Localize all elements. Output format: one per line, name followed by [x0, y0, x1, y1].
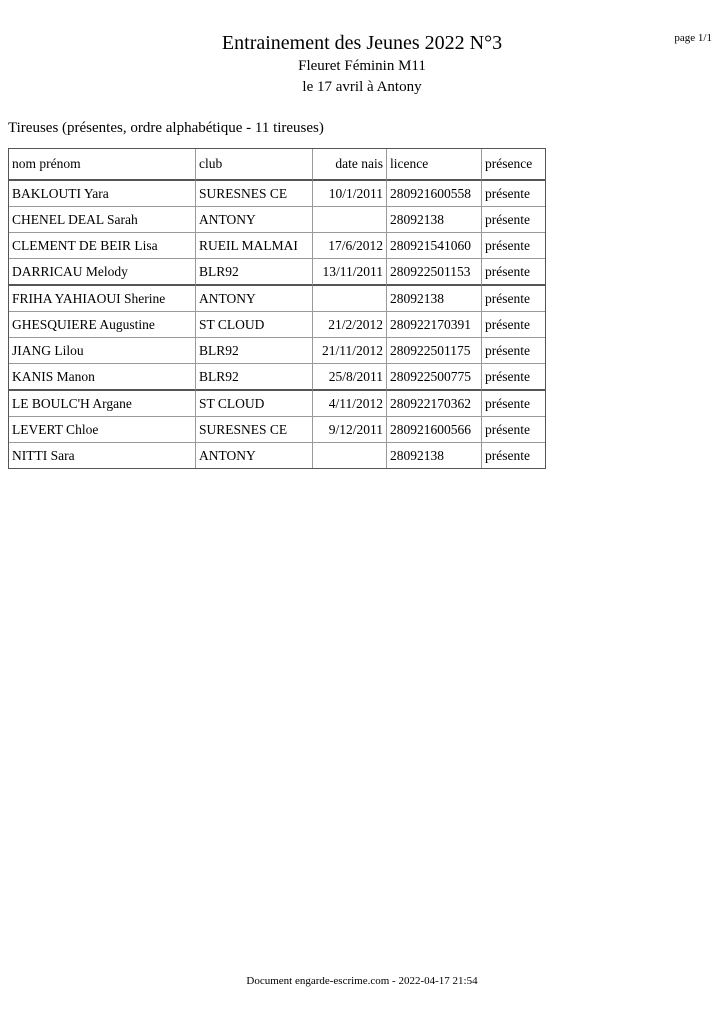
cell-presence: présente — [482, 391, 545, 417]
cell-birthdate — [313, 286, 387, 312]
cell-name: LEVERT Chloe — [9, 417, 196, 443]
column-header-birthdate: date nais — [313, 149, 387, 181]
column-header-name: nom prénom — [9, 149, 196, 181]
cell-presence: présente — [482, 286, 545, 312]
column-header-club: club — [196, 149, 313, 181]
cell-name: LE BOULC'H Argane — [9, 391, 196, 417]
cell-name: BAKLOUTI Yara — [9, 181, 196, 207]
cell-club: ST CLOUD — [196, 391, 313, 417]
table-row — [9, 338, 545, 364]
cell-presence: présente — [482, 312, 545, 338]
cell-licence: 280921600558 — [387, 181, 482, 207]
cell-presence: présente — [482, 181, 545, 207]
document-footer: Document engarde-escrime.com - 2022-04-17 21:54 — [246, 975, 478, 987]
cell-club: ST CLOUD — [196, 312, 313, 338]
cell-licence: 28092138 — [387, 443, 482, 468]
document-header — [0, 30, 724, 98]
cell-licence: 280922500775 — [387, 364, 482, 391]
cell-name: NITTI Sara — [9, 443, 196, 468]
document-title: Entrainement des Jeunes 2022 N°3 — [221, 32, 503, 54]
column-header-presence: présence — [482, 149, 545, 181]
cell-club: SURESNES CE — [196, 181, 313, 207]
table-header-row — [9, 149, 545, 181]
cell-licence: 280921541060 — [387, 233, 482, 259]
cell-birthdate — [313, 443, 387, 468]
cell-licence: 280921600566 — [387, 417, 482, 443]
section-title: Tireuses (présentes, ordre alphabétique - 11 tireuses) — [8, 120, 324, 136]
cell-club: BLR92 — [196, 364, 313, 391]
cell-licence: 280922501153 — [387, 259, 482, 286]
cell-club: ANTONY — [196, 443, 313, 468]
page-number: page 1/1 — [674, 32, 712, 44]
cell-club: RUEIL MALMAI — [196, 233, 313, 259]
cell-name: GHESQUIERE Augustine — [9, 312, 196, 338]
table-row — [9, 259, 545, 286]
cell-club: ANTONY — [196, 286, 313, 312]
cell-presence: présente — [482, 364, 545, 391]
cell-presence: présente — [482, 207, 545, 233]
column-header-licence: licence — [387, 149, 482, 181]
cell-licence: 28092138 — [387, 207, 482, 233]
table-row — [9, 391, 545, 417]
table-row — [9, 312, 545, 338]
cell-club: SURESNES CE — [196, 417, 313, 443]
cell-birthdate: 25/8/2011 — [313, 364, 387, 391]
cell-name: FRIHA YAHIAOUI Sherine — [9, 286, 196, 312]
cell-birthdate: 9/12/2011 — [313, 417, 387, 443]
cell-presence: présente — [482, 233, 545, 259]
cell-name: CLEMENT DE BEIR Lisa — [9, 233, 196, 259]
cell-birthdate: 10/1/2011 — [313, 181, 387, 207]
table-row — [9, 207, 545, 233]
cell-name: CHENEL DEAL Sarah — [9, 207, 196, 233]
cell-licence: 280922170362 — [387, 391, 482, 417]
cell-name: DARRICAU Melody — [9, 259, 196, 286]
cell-licence: 28092138 — [387, 286, 482, 312]
cell-club: BLR92 — [196, 259, 313, 286]
cell-presence: présente — [482, 338, 545, 364]
cell-birthdate — [313, 207, 387, 233]
cell-birthdate: 4/11/2012 — [313, 391, 387, 417]
table-row — [9, 417, 545, 443]
cell-club: BLR92 — [196, 338, 313, 364]
cell-presence: présente — [485, 447, 530, 463]
table-row — [9, 181, 545, 207]
cell-licence: 280922170391 — [387, 312, 482, 338]
cell-presence: présente — [482, 259, 545, 286]
table-row — [9, 364, 545, 391]
cell-birthdate: 17/6/2012 — [313, 233, 387, 259]
cell-name: KANIS Manon — [9, 364, 196, 391]
fencers-table — [8, 148, 546, 469]
cell-birthdate: 21/2/2012 — [313, 312, 387, 338]
cell-presence: présente — [482, 417, 545, 443]
event-date-place: le 17 avril à Antony — [302, 79, 422, 95]
table-row — [9, 443, 545, 468]
cell-birthdate: 21/11/2012 — [313, 338, 387, 364]
cell-birthdate: 13/11/2011 — [313, 259, 387, 286]
cell-licence: 280922501175 — [387, 338, 482, 364]
cell-club: ANTONY — [196, 207, 313, 233]
cell-name: JIANG Lilou — [9, 338, 196, 364]
table-row — [9, 286, 545, 312]
table-row — [9, 233, 545, 259]
document-subtitle: Fleuret Féminin M11 — [298, 58, 426, 74]
